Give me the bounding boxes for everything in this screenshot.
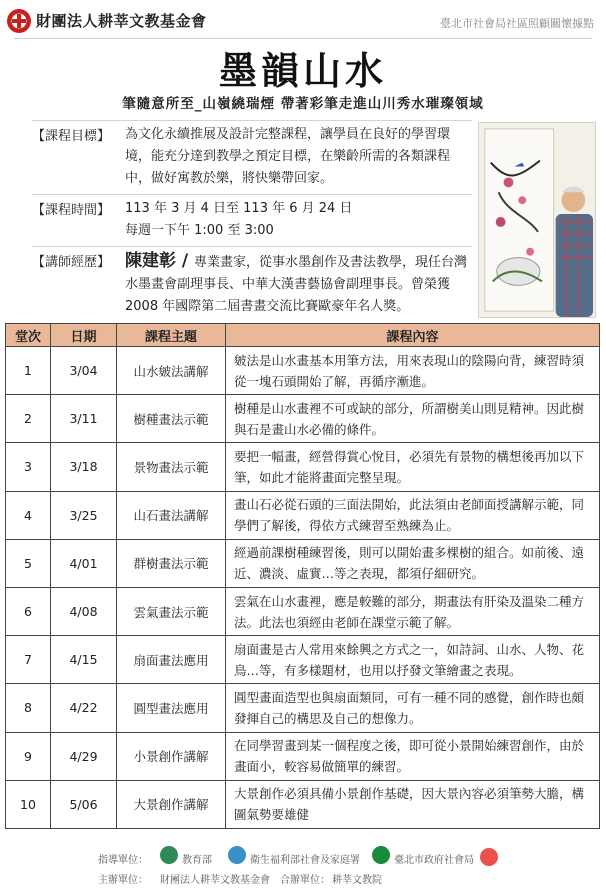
- guide-moe: 教育部: [182, 855, 212, 866]
- session-content: 要把一幅畫，經營得賞心悅目，必須先有景物的構想後再加以下筆，如此才能將畫面完整呈現。: [226, 443, 600, 491]
- table-row: [6, 539, 600, 587]
- guide-label: 指導單位：: [98, 855, 148, 866]
- session-number: 7: [6, 636, 51, 684]
- session-content: 圓型畫面造型也與扇面類同，可有一種不同的感覺，創作時也頗發揮自己的構思及自己的想像力。: [226, 684, 600, 732]
- time-row: [32, 194, 472, 246]
- table-row: [6, 491, 600, 539]
- session-date: 3/18: [51, 443, 117, 491]
- session-date: 4/15: [51, 636, 117, 684]
- session-topic: 山石畫法講解: [117, 491, 226, 539]
- table-row: [6, 587, 600, 635]
- instructor-bio: 專業畫家，從事水墨創作及書法教學，現任台灣水墨畫會副理事長、中華大漢書藝協會副理事長。曾榮獲2008 年國際第二屆書畫交流比賽歐豪年名人獎。: [125, 255, 468, 314]
- guide-taipei: 臺北市政府社會局: [394, 855, 474, 866]
- col-header-content: 課程內容: [226, 324, 600, 347]
- table-row: [6, 636, 600, 684]
- goal-label: 【課程目標】: [32, 129, 111, 144]
- instructor-name: 陳建彰: [125, 251, 176, 271]
- session-topic: 扇面畫法應用: [117, 636, 226, 684]
- session-topic: 樹種畫法示範: [117, 395, 226, 443]
- session-date: 4/08: [51, 587, 117, 635]
- session-date: 4/01: [51, 539, 117, 587]
- session-content: 畫山石必從石頭的三面法開始，此法須由老師面授講解示範，同學們了解後，得依方式練習至熟練為止。: [226, 491, 600, 539]
- moe-logo-icon: [160, 846, 178, 864]
- session-number: 3: [6, 443, 51, 491]
- session-topic: 大景創作講解: [117, 780, 226, 828]
- cohost-label: 合辦單位：: [280, 875, 330, 886]
- session-topic: 山水皴法講解: [117, 347, 226, 395]
- course-info: [32, 120, 472, 322]
- instructor-painting-photo: [478, 122, 596, 318]
- page-subtitle: 筆隨意所至_山嶺繞瑞煙 帶著彩筆走進山川秀水璀璨領域: [122, 96, 484, 112]
- session-number: 2: [6, 395, 51, 443]
- session-topic: 小景創作講解: [117, 732, 226, 780]
- session-number: 4: [6, 491, 51, 539]
- foundation-logo-icon: [6, 8, 32, 34]
- session-content: 在同學習畫到某一個程度之後，即可從小景開始練習創作，由於畫面小，較容易做簡單的練習。: [226, 732, 600, 780]
- session-date: 4/29: [51, 732, 117, 780]
- host-label: 主辦單位：: [98, 875, 148, 886]
- session-content: 皴法是山水畫基本用筆方法，用來表現山的陰陽向背，練習時須從一塊石頭開始了解，再循序漸進。: [226, 347, 600, 395]
- guide-mohw: 衛生福利部社會及家庭署: [250, 855, 360, 866]
- table-row: [6, 684, 600, 732]
- community-care-logo-icon: [480, 848, 498, 866]
- table-row: [6, 780, 600, 828]
- session-number: 5: [6, 539, 51, 587]
- session-topic: 景物畫法示範: [117, 443, 226, 491]
- session-number: 8: [6, 684, 51, 732]
- org-name: 財團法人耕莘文教基金會: [36, 12, 207, 30]
- table-row: [6, 347, 600, 395]
- painting-image: [479, 123, 595, 317]
- session-content: 樹種是山水畫裡不可或缺的部分，所謂樹美山則見精神。因此樹與石是畫山水必備的條件。: [226, 395, 600, 443]
- time-label: 【課程時間】: [32, 203, 111, 218]
- time-weekly: 每週一下午 1:00 至 3:00: [125, 223, 274, 238]
- session-number: 6: [6, 587, 51, 635]
- session-number: 1: [6, 347, 51, 395]
- session-number: 9: [6, 732, 51, 780]
- instructor-label: 【講師經歷】: [32, 255, 111, 270]
- session-topic: 雲氣畫法示範: [117, 587, 226, 635]
- host-org: 財團法人耕莘文教基金會: [160, 875, 270, 886]
- col-header-session: 堂次: [6, 324, 51, 347]
- mohw-logo-icon: [228, 846, 246, 864]
- session-content: 扇面畫是古人常用來餘興之方式之一，如詩詞、山水、人物、花鳥…等，有多樣題材，也用以抒發文筆繪畫之表現。: [226, 636, 600, 684]
- taipei-logo-icon: [372, 846, 390, 864]
- session-content: 經過前課樹種練習後，則可以開始畫多棵樹的組合。如前後、遠近、濃淡、虛實…等之表現，都須仔細研究。: [226, 539, 600, 587]
- page-title: 墨韻山水: [218, 48, 387, 93]
- session-content: 雲氣在山水畫裡，應是較難的部分，期畫法有肝染及溫染二種方法。此法也須經由老師在課堂示範了解。: [226, 587, 600, 635]
- session-date: 3/11: [51, 395, 117, 443]
- time-range: 113 年 3 月 4 日至 113 年 6 月 24 日: [125, 201, 353, 216]
- session-topic: 圓型畫法應用: [117, 684, 226, 732]
- goal-text: 為文化永續推展及設計完整課程，讓學員在良好的學習環境，能充分達到教學之預定目標，在樂齡所需的各類課程中，做好寓教於樂，將快樂帶回家。: [125, 127, 451, 186]
- page-header: [0, 0, 606, 40]
- session-date: 5/06: [51, 780, 117, 828]
- session-number: 10: [6, 780, 51, 828]
- session-topic: 群樹畫法示範: [117, 539, 226, 587]
- schedule-table: [5, 323, 600, 829]
- table-row: [6, 443, 600, 491]
- cohost-org: 耕莘文教院: [332, 875, 382, 886]
- goal-row: [32, 120, 472, 194]
- table-row: [6, 732, 600, 780]
- org-subtitle: 臺北市社會局社區照顧關懷據點: [440, 17, 594, 30]
- session-date: 4/22: [51, 684, 117, 732]
- session-date: 3/04: [51, 347, 117, 395]
- table-header-row: [6, 324, 600, 347]
- col-header-date: 日期: [51, 324, 117, 347]
- page-footer: [70, 846, 600, 886]
- table-row: [6, 395, 600, 443]
- header-divider: [14, 38, 592, 39]
- col-header-topic: 課程主題: [117, 324, 226, 347]
- instructor-row: [32, 246, 472, 322]
- session-date: 3/25: [51, 491, 117, 539]
- instructor-separator: /: [176, 251, 195, 271]
- session-content: 大景創作必須具備小景創作基礎，因大景內容必須筆勢大膽，構圖氣勢要雄健: [226, 780, 600, 828]
